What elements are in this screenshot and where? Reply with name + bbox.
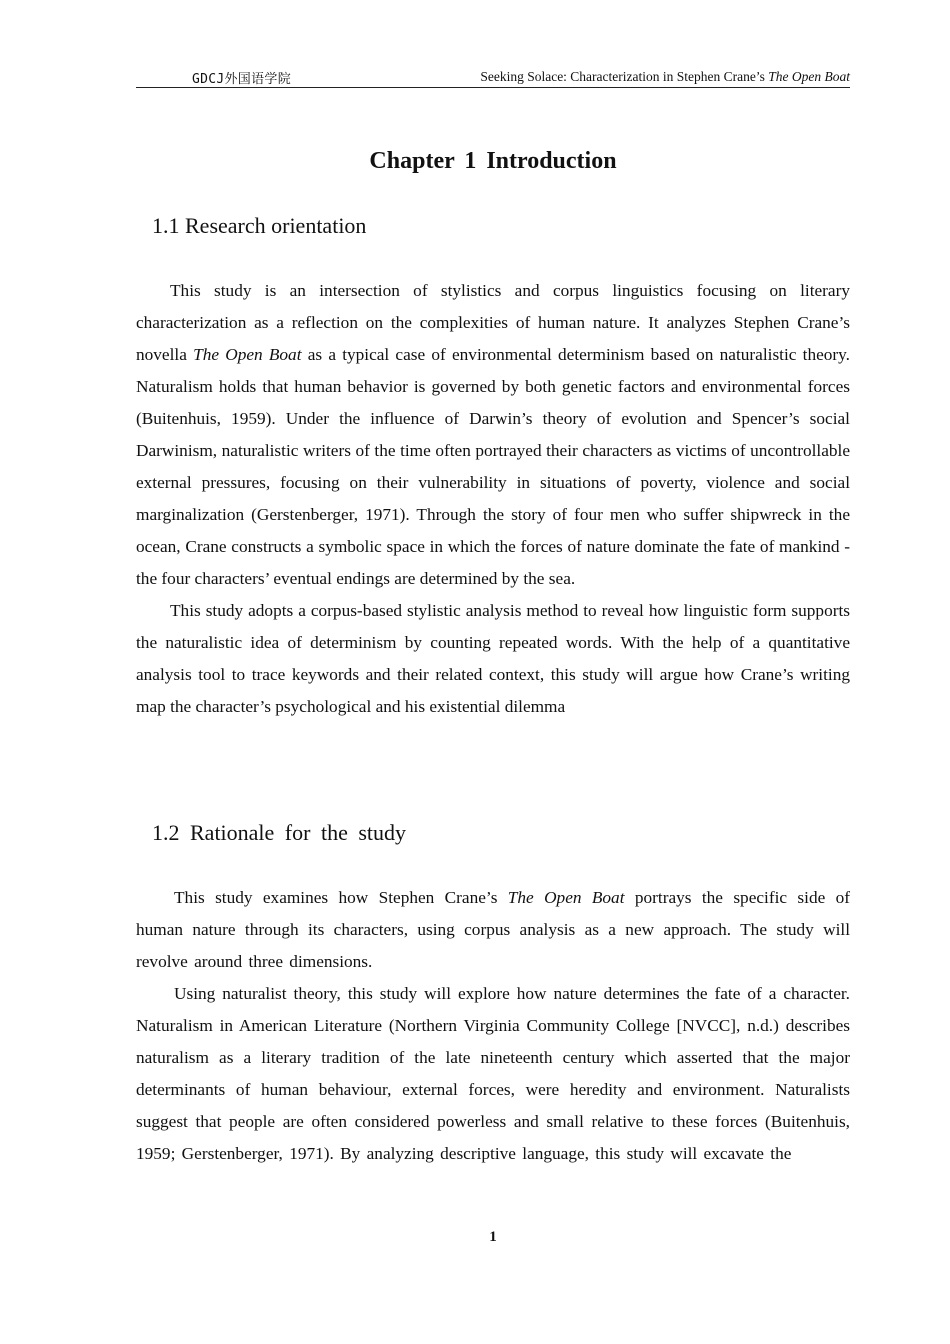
header-institution: GDCJ外国语学院 (192, 72, 292, 87)
section-heading-research-orientation: 1.1 Research orientation (152, 213, 367, 238)
page-number: 1 (489, 1229, 497, 1245)
paragraph (136, 882, 850, 978)
section-body-research-orientation (136, 275, 850, 723)
paragraph-text: portrays the specific side of human nature through its characters, using corpus analysis as a new approach. The study will revolve around three dimensions. (136, 888, 851, 971)
book-title: The Open Boat (507, 888, 625, 907)
paragraph (136, 275, 850, 595)
header-thesis-title (480, 69, 850, 85)
chapter-title: Chapter 1 Introduction (369, 148, 617, 174)
paragraph: This study adopts a corpus-based stylistic analysis method to reveal how linguistic form supports the naturalistic idea of determinism by counting repeated words. With the help of a quantitative analysis tool to trace keywords and their related context, this study will argue how Crane’s writing map the character’s psychological and his existential dilemma (136, 601, 850, 716)
paragraph: Using naturalist theory, this study will explore how nature determines the fate of a character. Naturalism in American Literature (Northern Virginia Community College [NVCC], n.d.) describes naturalism as a literary tradition of the late nineteenth century which asserted that the major determinants of human behaviour, external forces, were heredity and environment. Naturalists suggest that people are often considered powerless and small relative to these forces (Buitenhuis, 1959; Gerstenberger, 1971). By analyzing descriptive language, this study will excavate the (136, 984, 850, 1163)
paragraph-text: This study examines how Stephen Crane’s (174, 888, 508, 907)
header-title-italic: The Open Boat (768, 69, 850, 84)
book-title: The Open Boat (193, 345, 302, 364)
running-header (136, 66, 850, 88)
paragraph-text: as a typical case of environmental determinism based on naturalistic theory. Naturalism holds that human behavior is governed by both genetic factors and environmental forces (Buitenhuis, 1959). Under the influence of Darwin’s theory of evolution and Spencer’s social Darwinism, naturalistic writers of the time often portrayed their characters as victims of uncontrollable external pressures, focusing on their vulnerability in situations of poverty, violence and social marginalization (Gerstenberger, 1971). Through the story of four men who suffer shipwreck in the ocean, Crane constructs a symbolic space in which the forces of nature dominate the fate of mankind - the four characters’ eventual endings are determined by the sea. (136, 345, 850, 588)
section-body-rationale (136, 882, 850, 1170)
header-title-text: Seeking Solace: Characterization in Stephen Crane’s (480, 69, 769, 84)
section-heading-rationale: 1.2 Rationale for the study (152, 820, 407, 845)
paragraph-text: This study is an intersection of stylistics and corpus linguistics focusing on literary characterization as a reflection on the complexities of human nature. It analyzes Stephen Crane’s novella (136, 281, 850, 364)
